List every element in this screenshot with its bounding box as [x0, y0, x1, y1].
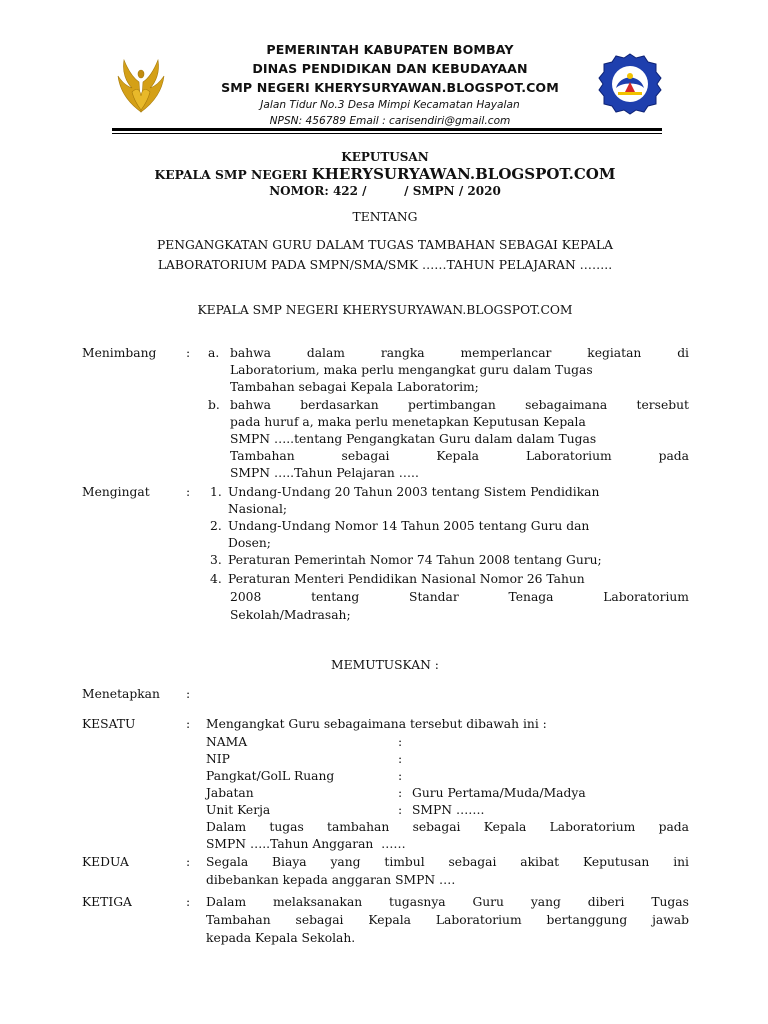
ketiga-line-1: [206, 894, 689, 911]
word: Tenaga: [508, 590, 554, 604]
government-name: PEMERINTAH KABUPATEN BOMBAY: [266, 42, 514, 57]
word: pada: [658, 820, 689, 834]
school-address: Jalan Tidur No.3 Desa Mimpi Kecamatan Hayalan: [260, 99, 520, 111]
word: rangka: [380, 346, 425, 360]
department-name: DINAS PENDIDIKAN DAN KEBUDAYAAN: [252, 61, 528, 76]
word: sebagai: [295, 913, 344, 927]
word: sebagaimana: [525, 398, 608, 412]
menimbang-a-line-1: [230, 345, 689, 362]
school-contact: NPSN: 456789 Email : carisendiri@gmail.com: [269, 115, 511, 127]
menimbang-b-line-4: [230, 448, 689, 465]
menimbang-b-line-1: [230, 397, 689, 414]
word: Tambahan: [230, 449, 295, 463]
issuer-prefix: KEPALA SMP NEGERI: [154, 167, 312, 182]
field-colon: :: [398, 769, 403, 783]
kedua-label: KEDUA: [82, 855, 129, 869]
kesatu-tail-line-2: SMPN …..Tahun Anggaran ……: [206, 837, 406, 851]
kedua-colon: :: [186, 855, 191, 869]
mengingat-2-marker: 2.: [210, 519, 222, 533]
field-name-nama: NAMA: [206, 735, 248, 749]
school-name: SMP NEGERI KHERYSURYAWAN.BLOGSPOT.COM: [221, 80, 559, 95]
word: sebagai: [341, 449, 390, 463]
field-value-jabatan: Guru Pertama/Muda/Madya: [412, 786, 586, 800]
word: bertanggung: [546, 913, 628, 927]
word: 2008: [230, 590, 262, 604]
field-colon: :: [398, 752, 403, 766]
menimbang-b-line-3: SMPN …..tentang Pengangkatan Guru dalam dalam Tugas: [230, 432, 597, 446]
word: Dalam: [206, 820, 247, 834]
mengingat-1-line-2: Nasional;: [228, 502, 288, 516]
menetapkan-label: Menetapkan: [82, 687, 160, 701]
mengingat-3-marker: 3.: [210, 553, 222, 567]
decree-subject-line-1: PENGANGKATAN GURU DALAM TUGAS TAMBAHAN SEBAGAI KEPALA: [156, 238, 614, 252]
memutuskan-heading: MEMUTUSKAN :: [331, 658, 439, 672]
kesatu-label: KESATU: [82, 717, 136, 731]
mengingat-4-line-2: [230, 589, 689, 606]
word: kegiatan: [587, 346, 642, 360]
mengingat-2-line-2: Dosen;: [228, 536, 271, 550]
word: Tambahan: [206, 913, 271, 927]
word: ini: [673, 855, 689, 869]
menimbang-b-line-5: SMPN …..Tahun Pelajaran …..: [230, 466, 419, 480]
mengingat-1-line-1: Undang-Undang 20 Tahun 2003 tentang Sistem Pendidikan: [228, 485, 600, 499]
field-colon: :: [398, 735, 403, 749]
word: tersebut: [636, 398, 689, 412]
word: Keputusan: [582, 855, 650, 869]
field-name-jabatan: Jabatan: [206, 786, 254, 800]
kesatu-intro: Mengangkat Guru sebagaimana tersebut dibawah ini :: [206, 717, 547, 731]
letterhead-rule-thick: [112, 128, 662, 131]
word: Kepala: [368, 913, 411, 927]
menetapkan-colon: :: [186, 687, 191, 701]
word: melaksanakan: [272, 895, 363, 909]
word: di: [677, 346, 689, 360]
word: tugas: [269, 820, 304, 834]
mengingat-3-line-1: Peraturan Pemerintah Nomor 74 Tahun 2008 tentang Guru;: [228, 553, 602, 567]
word: sebagai: [412, 820, 461, 834]
word: Kepala: [436, 449, 480, 463]
kedua-line-2: dibebankan kepada anggaran SMPN ….: [206, 873, 456, 887]
word: Laboratorium: [549, 820, 636, 834]
word: diberi: [587, 895, 625, 909]
decree-issuer: [80, 165, 690, 183]
word: dalam: [306, 346, 345, 360]
ketiga-label: KETIGA: [82, 895, 132, 909]
mengingat-4-line-1: Peraturan Menteri Pendidikan Nasional Nomor 26 Tahun: [228, 572, 585, 586]
word: Biaya: [272, 855, 307, 869]
mengingat-label: Mengingat: [82, 485, 150, 499]
kedua-line-1: [206, 854, 689, 871]
word: Dalam: [206, 895, 247, 909]
word: tugasnya: [389, 895, 446, 909]
field-colon: :: [398, 786, 403, 800]
menimbang-colon: :: [186, 346, 191, 360]
word: sebagai: [448, 855, 497, 869]
ketiga-line-3: kepada Kepala Sekolah.: [206, 931, 356, 945]
word: Tugas: [651, 895, 689, 909]
word: Laboratorium: [525, 449, 612, 463]
mengingat-1-marker: 1.: [210, 485, 222, 499]
word: pertimbangan: [408, 398, 496, 412]
word: berdasarkan: [300, 398, 379, 412]
menimbang-b-marker: b.: [208, 398, 220, 412]
word: yang: [530, 895, 561, 909]
field-name-pangkat: Pangkat/GolL Ruang: [206, 769, 335, 783]
letterhead: [110, 40, 670, 129]
mengingat-2-line-1: Undang-Undang Nomor 14 Tahun 2005 tentang Guru dan: [228, 519, 590, 533]
word: akibat: [520, 855, 560, 869]
ketiga-line-2: [206, 912, 689, 929]
menimbang-a-marker: a.: [208, 346, 220, 360]
menimbang-b-line-2: pada huruf a, maka perlu menetapkan Keputusan Kepala: [230, 415, 586, 429]
menimbang-a-line-3: Tambahan sebagai Kepala Laboratorim;: [230, 380, 479, 394]
word: memperlancar: [460, 346, 552, 360]
field-value-unit-kerja: SMPN …….: [412, 803, 485, 817]
word: yang: [330, 855, 361, 869]
word: Laboratorium: [603, 590, 689, 604]
word: Standar: [409, 590, 459, 604]
menimbang-a-line-2: Laboratorium, maka perlu mengangkat guru dalam Tugas: [230, 363, 593, 377]
mengingat-4-line-3: Sekolah/Madrasah;: [230, 608, 351, 622]
decree-about-label: TENTANG: [352, 210, 418, 224]
decree-subject-line-2: LABORATORIUM PADA SMPN/SMA/SMK ……TAHUN PELAJARAN ……..: [157, 258, 613, 272]
word: timbul: [384, 855, 425, 869]
word: bahwa: [230, 398, 271, 412]
issuer-school: KHERYSURYAWAN.BLOGSPOT.COM: [311, 165, 616, 183]
decree-title: KEPUTUSAN: [341, 150, 429, 164]
field-colon: :: [398, 803, 403, 817]
word: bahwa: [230, 346, 271, 360]
field-name-nip: NIP: [206, 752, 230, 766]
word: Segala: [206, 855, 249, 869]
word: tambahan: [327, 820, 390, 834]
word: pada: [658, 449, 689, 463]
letterhead-rule-thin: [112, 133, 662, 134]
word: jawab: [652, 913, 689, 927]
kesatu-colon: :: [186, 717, 191, 731]
kesatu-tail-line-1: [206, 819, 689, 836]
menimbang-label: Menimbang: [82, 346, 157, 360]
field-name-unit-kerja: Unit Kerja: [206, 803, 271, 817]
word: tentang: [311, 590, 360, 604]
word: Laboratorium: [435, 913, 522, 927]
decree-number: NOMOR: 422 / / SMPN / 2020: [269, 184, 501, 198]
word: Kepala: [483, 820, 527, 834]
ketiga-colon: :: [186, 895, 191, 909]
mengingat-colon: :: [186, 485, 191, 499]
decree-signer-heading: KEPALA SMP NEGERI KHERYSURYAWAN.BLOGSPOT.COM: [197, 303, 573, 317]
mengingat-4-marker: 4.: [210, 572, 222, 586]
word: Guru: [472, 895, 504, 909]
